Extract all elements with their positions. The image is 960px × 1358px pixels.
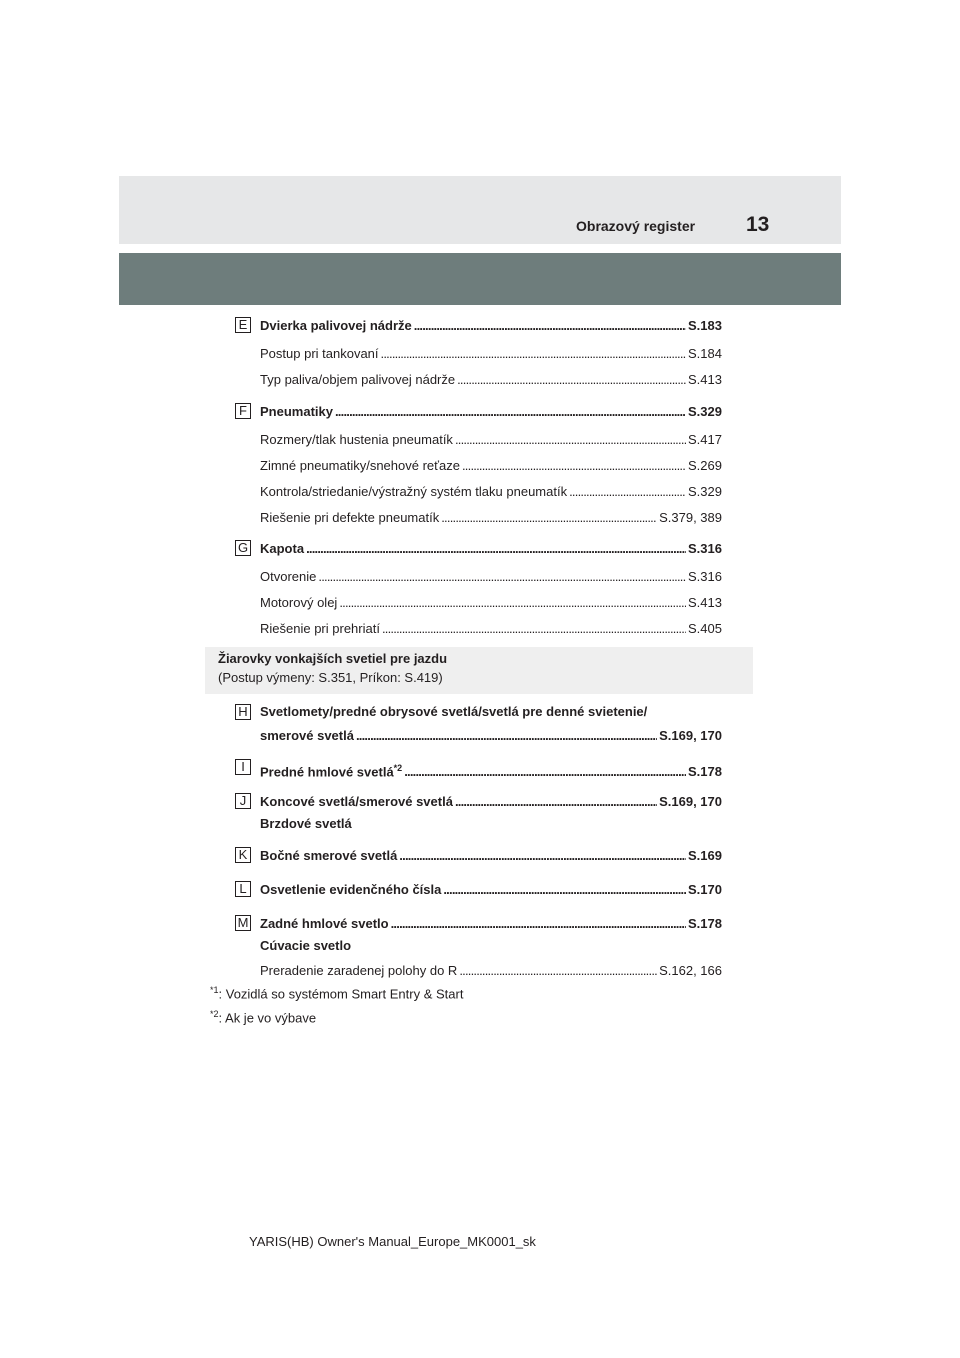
dark-band [119, 253, 841, 305]
index-entry-headlights-line1: Svetlomety/predné obrysové svetlá/svetlá pre denné svietenie/ [260, 704, 648, 719]
index-entry-headlights[interactable]: smerové svetlá . . . S.169, 170 [260, 727, 722, 745]
index-entry-side-signals[interactable]: Bočné smerové svetlá . . . S.169 [260, 847, 722, 865]
page-number: 13 [746, 213, 770, 236]
section-title: Obrazový register [576, 218, 696, 234]
letter-label-l: L [235, 881, 251, 897]
index-entry-fuel-door[interactable]: Dvierka palivovej nádrže . . . S.183 [260, 317, 722, 335]
letter-label-i: I [235, 759, 251, 775]
index-subentry[interactable]: Typ paliva/objem palivovej nádrže . . . S.413 [260, 371, 722, 389]
letter-label-e: E [235, 317, 251, 333]
index-subentry[interactable]: Preradenie zaradenej polohy do R . . . S.162, 166 [260, 962, 722, 980]
index-entry-hood[interactable]: Kapota . . . S.316 [260, 540, 722, 558]
letter-label-g: G [235, 540, 251, 556]
index-subentry[interactable]: Motorový olej . . . S.413 [260, 594, 722, 612]
index-subentry[interactable]: Riešenie pri defekte pneumatík . . . S.379, 389 [260, 509, 722, 527]
letter-label-f: F [235, 403, 251, 419]
index-entry-front-fog[interactable]: Predné hmlové svetlá$^{*2}$ . . . S.178 [260, 759, 722, 777]
index-entry-rear-fog[interactable]: Zadné hmlové svetlo . . . S.178 [260, 915, 722, 933]
lights-section-title: Žiarovky vonkajších svetiel pre jazdu [218, 651, 448, 666]
index-entry-tires[interactable]: Pneumatiky . . . S.329 [260, 403, 722, 421]
index-entry-brake-lights: Brzdové svetlá [260, 816, 352, 831]
lights-section-box [205, 647, 753, 694]
lights-section-subtitle: (Postup výmeny: S.351, Príkon: S.419) [218, 670, 443, 685]
index-subentry[interactable]: Riešenie pri prehriatí . . . S.405 [260, 620, 722, 638]
index-subentry[interactable]: Otvorenie . . . S.316 [260, 568, 722, 586]
footnote-2: $^{*2}$: Ak je vo výbave [210, 1009, 317, 1026]
index-entry-reverse-light: Cúvacie svetlo [260, 938, 352, 953]
index-subentry[interactable]: Postup pri tankovaní . . . S.184 [260, 345, 722, 363]
letter-label-k: K [235, 847, 251, 863]
document-footer: YARIS(HB) Owner's Manual_Europe_MK0001_sk [249, 1234, 536, 1249]
index-subentry[interactable]: Zimné pneumatiky/snehové reťaze . . . S.269 [260, 457, 722, 475]
index-subentry[interactable]: Kontrola/striedanie/výstražný systém tlaku pneumatík . . . S.329 [260, 483, 722, 501]
index-entry-plate-light[interactable]: Osvetlenie evidenčného čísla . . . S.170 [260, 881, 722, 899]
footnote-1: $^{*1}$: Vozidlá so systémom Smart Entry & Start [210, 985, 464, 1002]
letter-label-h: H [235, 704, 251, 720]
letter-label-j: J [235, 793, 251, 809]
index-subentry[interactable]: Rozmery/tlak hustenia pneumatík . . . S.417 [260, 431, 722, 449]
index-entry-tail-lights[interactable]: Koncové svetlá/smerové svetlá . . . S.169, 170 [260, 793, 722, 811]
header-band [119, 176, 841, 244]
letter-label-m: M [235, 915, 251, 931]
